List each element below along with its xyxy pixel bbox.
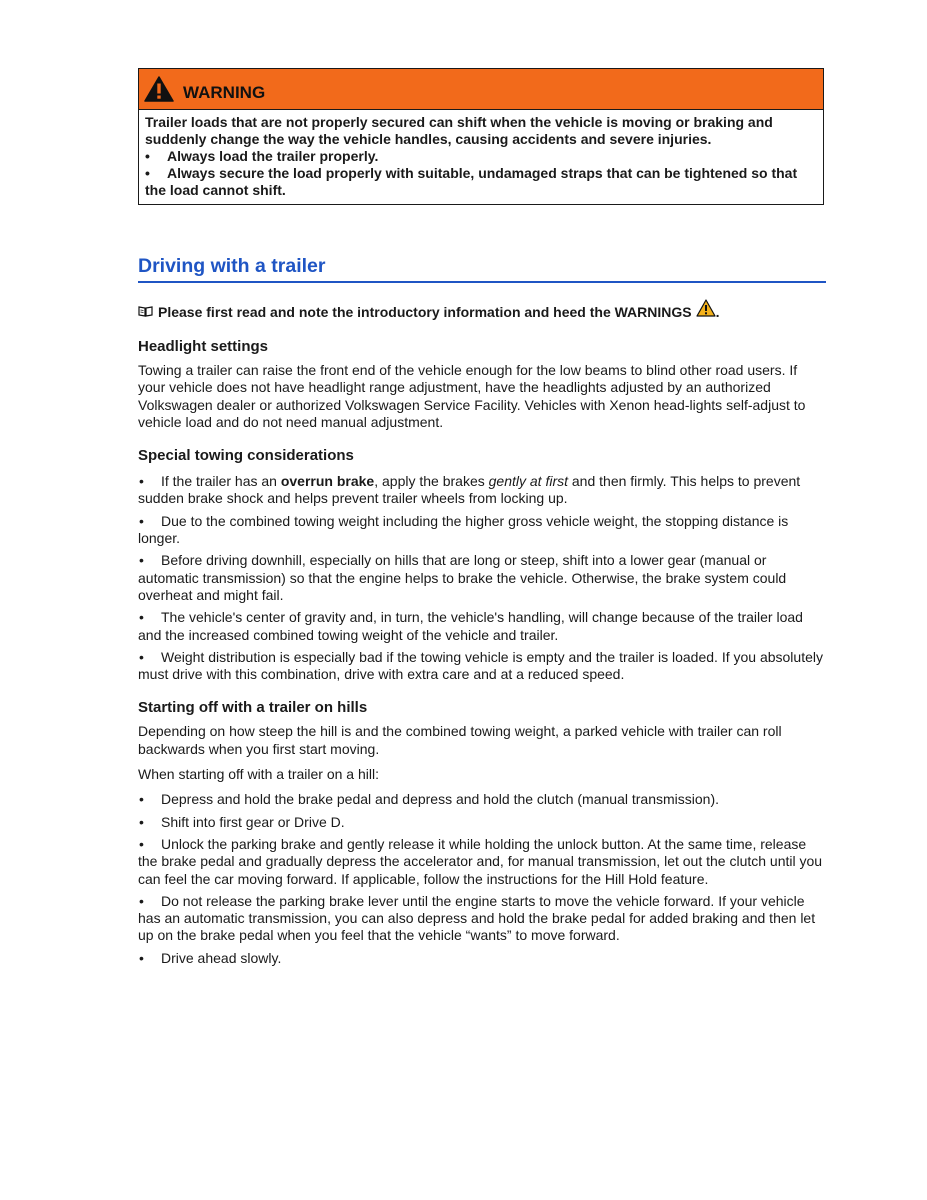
overrun-brake-term: overrun brake [280, 473, 375, 490]
warning-bullet-text: Always load the trailer properly. [167, 148, 379, 164]
headlight-text: Towing a trailer can raise the front end of the vehicle enough for the low beams to blind other road users. If your vehicle does not have headlight range adjustment, have the headlights adjusted by an authorized Volkswagen dealer or authorized Volkswagen Service Facility. Vehicles with Xenon head-lights self-adjust to vehicle load and do not need manual adjustment. [138, 362, 806, 430]
list-item-text: Depress and hold the brake pedal and depress and hold the clutch (manual transmission). [161, 791, 719, 808]
warning-header [139, 69, 823, 110]
bullet-text-pre: If the trailer has an [161, 473, 281, 490]
bullet-icon: • [139, 473, 144, 490]
book-icon [138, 304, 153, 320]
bullet-icon: • [139, 835, 144, 852]
list-item-text: Shift into first gear or Drive D. [161, 813, 345, 830]
bullet-icon: • [145, 148, 150, 164]
list-item [138, 950, 826, 967]
bullet-icon: • [139, 648, 144, 665]
bullet-icon: • [139, 552, 144, 569]
warning-triangle-icon[interactable] [696, 299, 716, 320]
warning-body [139, 110, 823, 204]
warning-bullet [145, 148, 817, 165]
note-text: Please first read and note the introductory information and heed the WARNINGS [158, 303, 692, 320]
note-end: . [715, 303, 720, 320]
bullet-icon: • [139, 512, 144, 529]
bullet-icon: • [145, 165, 150, 181]
bullet-icon: • [139, 813, 144, 830]
special-heading: Special towing considerations [138, 447, 354, 465]
bullet-text-post: and then firmly. This helps to prevent sudden brake shock and helps prevent trailer wheels from locking up. [138, 473, 801, 507]
list-item [138, 513, 826, 548]
warning-title: WARNING [183, 83, 266, 102]
list-item [138, 609, 826, 644]
list-item [138, 893, 826, 945]
note-line [138, 299, 826, 324]
list-item [138, 791, 826, 808]
gently-at-first-term: gently at first [488, 473, 568, 490]
hills-text-1: Depending on how steep the hill is and the combined towing weight, a parked vehicle with trailer can roll backwards when you first start moving. [138, 723, 782, 757]
bullet-icon: • [139, 892, 144, 909]
list-item-text: Unlock the parking brake and gently release it while holding the unlock button. At the same time, release the brake pedal and gradually depress the accelerator and, for manual transmission, let out the clutch until you can feel the car moving forward. If applicable, follow the instructions for the Hill Hold feature. [138, 835, 823, 887]
headlight-heading: Headlight settings [138, 338, 269, 355]
warning-triangle-icon [144, 76, 174, 102]
hills-text-2: When starting off with a trailer on a hill: [138, 766, 379, 783]
bullet-icon: • [139, 791, 144, 808]
list-item-text: The vehicle's center of gravity and, in turn, the vehicle's handling, will change because of the trailer load and the increased combined towing weight of the vehicle and trailer. [138, 609, 803, 643]
list-item-text: Drive ahead slowly. [161, 949, 282, 966]
list-item [138, 814, 826, 831]
section-title: Driving with a trailer [138, 254, 826, 283]
page-content [138, 68, 826, 967]
list-item [138, 552, 826, 604]
list-item [138, 473, 826, 508]
warning-text: Trailer loads that are not properly secured can shift when the vehicle is moving or braking and suddenly change the way the vehicle handles, causing accidents and severe injuries. [145, 114, 773, 147]
bullet-text-mid: , apply the brakes [374, 473, 489, 490]
list-item [138, 649, 826, 684]
list-item-text: Weight distribution is especially bad if the towing vehicle is empty and the trailer is loaded. If you absolutely must drive with this combination, drive with extra care and at a reduced speed. [138, 648, 823, 683]
list-item-text: Do not release the parking brake lever until the engine starts to move the vehicle forward. If your vehicle has an automatic transmission, you can also depress and hold the brake pedal for added braking and then let up on the brake pedal when you feel that the vehicle “wants” to move forward. [138, 892, 816, 944]
list-item [138, 836, 826, 888]
hills-heading: Starting off with a trailer on hills [138, 699, 368, 717]
warning-bullet-text: Always secure the load properly with suitable, undamaged straps that can be tightened so that the load cannot shift. [145, 165, 798, 198]
list-item-text: Before driving downhill, especially on hills that are long or steep, shift into a lower gear (manual or automatic transmission) so that the engine helps to brake the vehicle. Otherwise, the brake system could overheat and might fail. [138, 552, 787, 603]
warning-box [138, 68, 824, 205]
bullet-icon: • [139, 949, 144, 966]
warning-bullet [145, 165, 817, 199]
list-item-text: Due to the combined towing weight including the higher gross vehicle weight, the stopping distance is longer. [138, 512, 789, 547]
bullet-icon: • [139, 609, 144, 626]
